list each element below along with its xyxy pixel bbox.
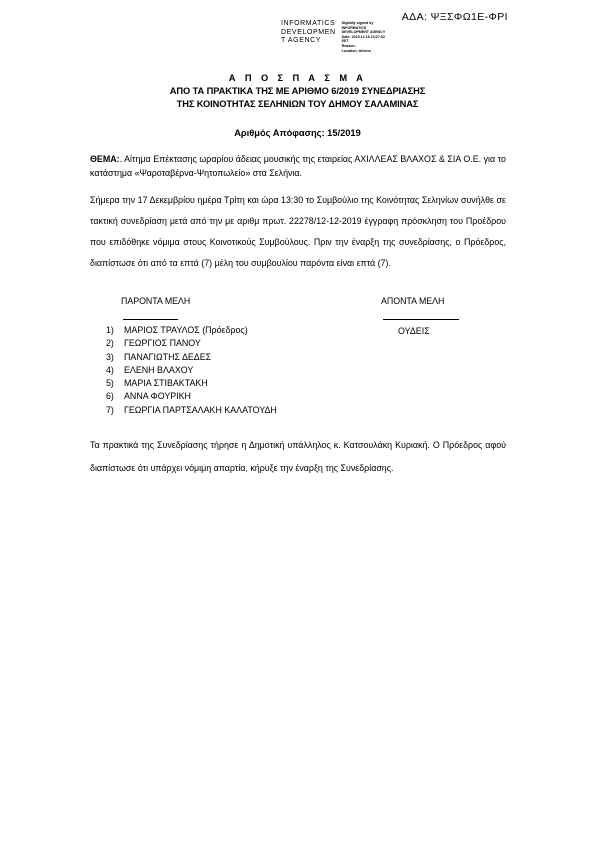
- member-number: 7): [106, 404, 114, 415]
- member-name: ΓΕΩΡΓΙΑ ΠΑΡΤΣΑΛΑΚΗ ΚΑΛΑΤΟΥΔΗ: [124, 404, 277, 415]
- signature-line: Reason:: [341, 43, 356, 48]
- member-number: 3): [106, 351, 114, 362]
- present-members-title: ΠΑΡΟΝΤΑ ΜΕΛΗ: [121, 296, 191, 306]
- document-title: Α Π Ο Σ Π Α Σ Μ Α: [228, 73, 367, 83]
- list-item: [106, 377, 277, 390]
- list-item: [106, 390, 277, 403]
- signature-line: DEVELOPMENT AGENCY: [341, 30, 386, 35]
- list-item: [106, 351, 277, 364]
- list-item: [106, 404, 277, 417]
- list-item: [106, 364, 277, 377]
- member-number: 4): [106, 364, 114, 375]
- member-name: ΜΑΡΙΟΣ ΤΡΑΥΛΟΣ (Πρόεδρος): [124, 325, 248, 335]
- signature-line: Date: 2019.12.18 13:27:02: [341, 34, 385, 39]
- member-number: 2): [106, 338, 114, 349]
- absent-underline: [383, 319, 459, 320]
- decision-number: Αριθμός Απόφασης: 15/2019: [234, 128, 361, 138]
- document-subtitle: ΑΠΟ ΤΑ ΠΡΑΚΤΙΚΑ ΤΗΣ ΜΕ ΑΡΙΘΜΟ 6/2019 ΣΥΝΕΔΡΙΑΣΗΣ: [169, 86, 426, 96]
- signature-line: EET: [341, 39, 349, 44]
- logo-line: T AGENCY: [281, 37, 322, 44]
- subject-label: ΘΕΜΑ:: [90, 154, 120, 164]
- signature-line: Digitally signed by: [341, 21, 374, 25]
- logo-line: INFORMATICS: [281, 20, 336, 27]
- document-subtitle-2: ΤΗΣ ΚΟΙΝΟΤΗΤΑΣ ΣΕΛΗΝΙΩΝ ΤΟΥ ΔΗΜΟΥ ΣΑΛΑΜΙΝΑΣ: [176, 99, 419, 109]
- signature-logo: [281, 20, 385, 53]
- member-name: ΜΑΡΙΑ ΣΤΙΒΑΚΤΑΚΗ: [124, 378, 208, 389]
- absent-members-value: ΟΥΔΕΙΣ: [398, 326, 430, 336]
- member-number: 6): [106, 391, 114, 402]
- members-list: [106, 324, 277, 417]
- member-name: ΠΑΝΑΓΙΩΤΗΣ ΔΕΔΕΣ: [124, 351, 212, 362]
- list-item: [106, 337, 277, 350]
- logo-text: [281, 20, 336, 53]
- member-name: ΑΝΝΑ ΦΟΥΡΙΚΗ: [124, 391, 191, 402]
- member-name: ΕΛΕΝΗ ΒΛΑΧΟΥ: [124, 364, 194, 375]
- member-number: 1): [106, 325, 114, 335]
- list-item: [106, 324, 277, 337]
- subject-text: . Αίτημα Επέκτασης ωραρίου άδειας μουσικής της εταιρείας ΑΧΙΛΛΕΑΣ ΒΛΑΧΟΣ & ΣΙΑ Ο.Ε. για το κατάστημα «Ψαροταβέρνα-Ψητοπωλείο» στα Σελήνια.: [90, 154, 506, 178]
- signature-line: INFORMATICS: [341, 25, 367, 30]
- logo-line: DEVELOPMEN: [281, 28, 336, 36]
- intro-paragraph: Σήμερα την 17 Δεκεμβρίου ημέρα Τρίτη και ώρα 13:30 το Συμβούλιο της Κοινότητας Σεληνίων συνήλθε σε τακτική συνεδρίαση μετά από την με αριθμ πρωτ. 22278/12-12-2019 έγγραφη πρόσκληση του Προέδρου που επιδόθηκε νόμιμα στους Κοινοτικούς Συμβούλους. Πριν την έναρξη της συνεδρίασης, ο Πρόεδρος, διαπίστωσε ότι από τα επτά (7) μέλη του συμβουλίου παρόντα είναι επτά (7).: [90, 195, 506, 268]
- absent-members-title: ΑΠΟΝΤΑ ΜΕΛΗ: [381, 296, 445, 306]
- digital-signature-details: [342, 21, 386, 53]
- closing-paragraph: Τα πρακτικά της Συνεδρίασης τήρησε η Δημοτική υπάλληλος κ. Κατσουλάκη Κυριακή. Ο Πρόεδρος αφού διαπίστωσε ότι υπάρχει νόμιμη απαρτία, κήρυξε την έναρξη της Συνεδρίασης.: [90, 440, 506, 473]
- present-underline: [123, 319, 178, 320]
- signature-line: Location: Athens: [341, 48, 371, 53]
- member-number: 5): [106, 378, 114, 389]
- ada-code: ΑΔΑ: ΨΞΣΦΩ1Ε-ΦΡΙ: [401, 11, 508, 23]
- subject-paragraph: [90, 153, 506, 180]
- member-name: ΓΕΩΡΓΙΟΣ ΠΑΝΟΥ: [124, 338, 201, 349]
